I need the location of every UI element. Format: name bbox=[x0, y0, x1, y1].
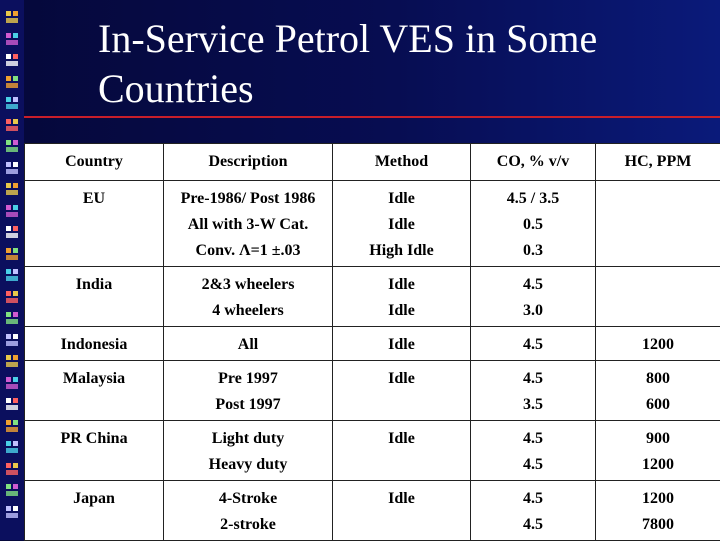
cell-method bbox=[333, 361, 471, 421]
cell-text: Idle bbox=[335, 426, 468, 452]
colorful-glyph-icon bbox=[5, 247, 19, 261]
cell-description bbox=[164, 327, 333, 361]
cell-method bbox=[333, 181, 471, 267]
colorful-glyph-icon bbox=[5, 483, 19, 497]
cell-text: 1200 bbox=[598, 486, 718, 512]
decorative-sidebar bbox=[0, 0, 24, 540]
cell-co bbox=[471, 421, 596, 481]
cell-text: Idle bbox=[335, 332, 468, 358]
table-row bbox=[25, 327, 720, 361]
cell-text: Conv. Λ=1 ±.03 bbox=[166, 238, 330, 264]
colorful-glyph-icon bbox=[5, 419, 19, 433]
cell-co bbox=[471, 267, 596, 327]
cell-text: 2&3 wheelers bbox=[166, 272, 330, 298]
cell-text: 7800 bbox=[598, 512, 718, 538]
table-row bbox=[25, 181, 720, 267]
cell-text: 4.5 bbox=[473, 426, 593, 452]
cell-text: Pre-1986/ Post 1986 bbox=[166, 186, 330, 212]
cell-hc bbox=[596, 327, 720, 361]
cell-text: Idle bbox=[335, 486, 468, 512]
cell-text: 0.3 bbox=[473, 238, 593, 264]
colorful-glyph-icon bbox=[5, 118, 19, 132]
cell-text: 0.5 bbox=[473, 212, 593, 238]
header-hc: HC, PPM bbox=[596, 144, 720, 181]
cell-text: Light duty bbox=[166, 426, 330, 452]
cell-text: 1200 bbox=[598, 452, 718, 478]
cell-country bbox=[25, 267, 164, 327]
cell-co bbox=[471, 361, 596, 421]
colorful-glyph-icon bbox=[5, 462, 19, 476]
cell-text: 3.0 bbox=[473, 298, 593, 324]
header-country: Country bbox=[25, 144, 164, 181]
colorful-glyph-icon bbox=[5, 204, 19, 218]
colorful-glyph-icon bbox=[5, 53, 19, 67]
cell-method bbox=[333, 481, 471, 541]
cell-description bbox=[164, 267, 333, 327]
cell-method bbox=[333, 327, 471, 361]
cell-text: 4-Stroke bbox=[166, 486, 330, 512]
colorful-glyph-icon bbox=[5, 139, 19, 153]
cell-text: 4.5 bbox=[473, 332, 593, 358]
cell-text: Japan bbox=[27, 486, 161, 512]
colorful-glyph-icon bbox=[5, 505, 19, 519]
cell-text: Idle bbox=[335, 186, 468, 212]
colorful-glyph-icon bbox=[5, 161, 19, 175]
cell-country bbox=[25, 327, 164, 361]
cell-text: 1200 bbox=[598, 332, 718, 358]
cell-text: 600 bbox=[598, 392, 718, 418]
colorful-glyph-icon bbox=[5, 268, 19, 282]
table-row bbox=[25, 481, 720, 541]
colorful-glyph-icon bbox=[5, 75, 19, 89]
table-body bbox=[25, 181, 720, 541]
cell-text: Idle bbox=[335, 366, 468, 392]
cell-text: 4.5 / 3.5 bbox=[473, 186, 593, 212]
cell-country bbox=[25, 361, 164, 421]
cell-hc bbox=[596, 181, 720, 267]
colorful-glyph-icon bbox=[5, 10, 19, 24]
cell-text: Idle bbox=[335, 298, 468, 324]
colorful-glyph-icon bbox=[5, 311, 19, 325]
cell-text: Idle bbox=[335, 272, 468, 298]
table-row bbox=[25, 361, 720, 421]
ves-table bbox=[24, 143, 720, 541]
colorful-glyph-icon bbox=[5, 96, 19, 110]
cell-description bbox=[164, 181, 333, 267]
cell-country bbox=[25, 181, 164, 267]
cell-hc bbox=[596, 361, 720, 421]
colorful-glyph-icon bbox=[5, 333, 19, 347]
cell-text: All bbox=[166, 332, 330, 358]
cell-text: 3.5 bbox=[473, 392, 593, 418]
cell-text: Post 1997 bbox=[166, 392, 330, 418]
header-co: CO, % v/v bbox=[471, 144, 596, 181]
cell-co bbox=[471, 181, 596, 267]
cell-text: 900 bbox=[598, 426, 718, 452]
cell-text: Malaysia bbox=[27, 366, 161, 392]
colorful-glyph-icon bbox=[5, 290, 19, 304]
cell-co bbox=[471, 481, 596, 541]
cell-text: Pre 1997 bbox=[166, 366, 330, 392]
cell-country bbox=[25, 481, 164, 541]
cell-text: 4.5 bbox=[473, 366, 593, 392]
cell-text: PR China bbox=[27, 426, 161, 452]
cell-text: Heavy duty bbox=[166, 452, 330, 478]
cell-text: All with 3-W Cat. bbox=[166, 212, 330, 238]
cell-text: 4.5 bbox=[473, 486, 593, 512]
colorful-glyph-icon bbox=[5, 397, 19, 411]
colorful-glyph-icon bbox=[5, 225, 19, 239]
cell-text: 4.5 bbox=[473, 452, 593, 478]
cell-text: Indonesia bbox=[27, 332, 161, 358]
cell-text: High Idle bbox=[335, 238, 468, 264]
cell-method bbox=[333, 267, 471, 327]
colorful-glyph-icon bbox=[5, 32, 19, 46]
cell-method bbox=[333, 421, 471, 481]
table-header-row bbox=[25, 144, 720, 181]
table-row bbox=[25, 421, 720, 481]
slide-title: In-Service Petrol VES in Some Countries bbox=[98, 14, 698, 114]
cell-text: 800 bbox=[598, 366, 718, 392]
cell-co bbox=[471, 327, 596, 361]
cell-hc bbox=[596, 421, 720, 481]
colorful-glyph-icon bbox=[5, 376, 19, 390]
cell-text: 4.5 bbox=[473, 512, 593, 538]
title-divider bbox=[24, 116, 720, 118]
cell-description bbox=[164, 361, 333, 421]
cell-text: 4.5 bbox=[473, 272, 593, 298]
colorful-glyph-icon bbox=[5, 354, 19, 368]
table-row bbox=[25, 267, 720, 327]
header-method: Method bbox=[333, 144, 471, 181]
cell-hc bbox=[596, 481, 720, 541]
cell-description bbox=[164, 421, 333, 481]
cell-country bbox=[25, 421, 164, 481]
cell-description bbox=[164, 481, 333, 541]
cell-text: 4 wheelers bbox=[166, 298, 330, 324]
cell-hc bbox=[596, 267, 720, 327]
cell-text: Idle bbox=[335, 212, 468, 238]
colorful-glyph-icon bbox=[5, 440, 19, 454]
colorful-glyph-icon bbox=[5, 182, 19, 196]
cell-text: India bbox=[27, 272, 161, 298]
header-description: Description bbox=[164, 144, 333, 181]
cell-text: 2-stroke bbox=[166, 512, 330, 538]
cell-text: EU bbox=[27, 186, 161, 212]
